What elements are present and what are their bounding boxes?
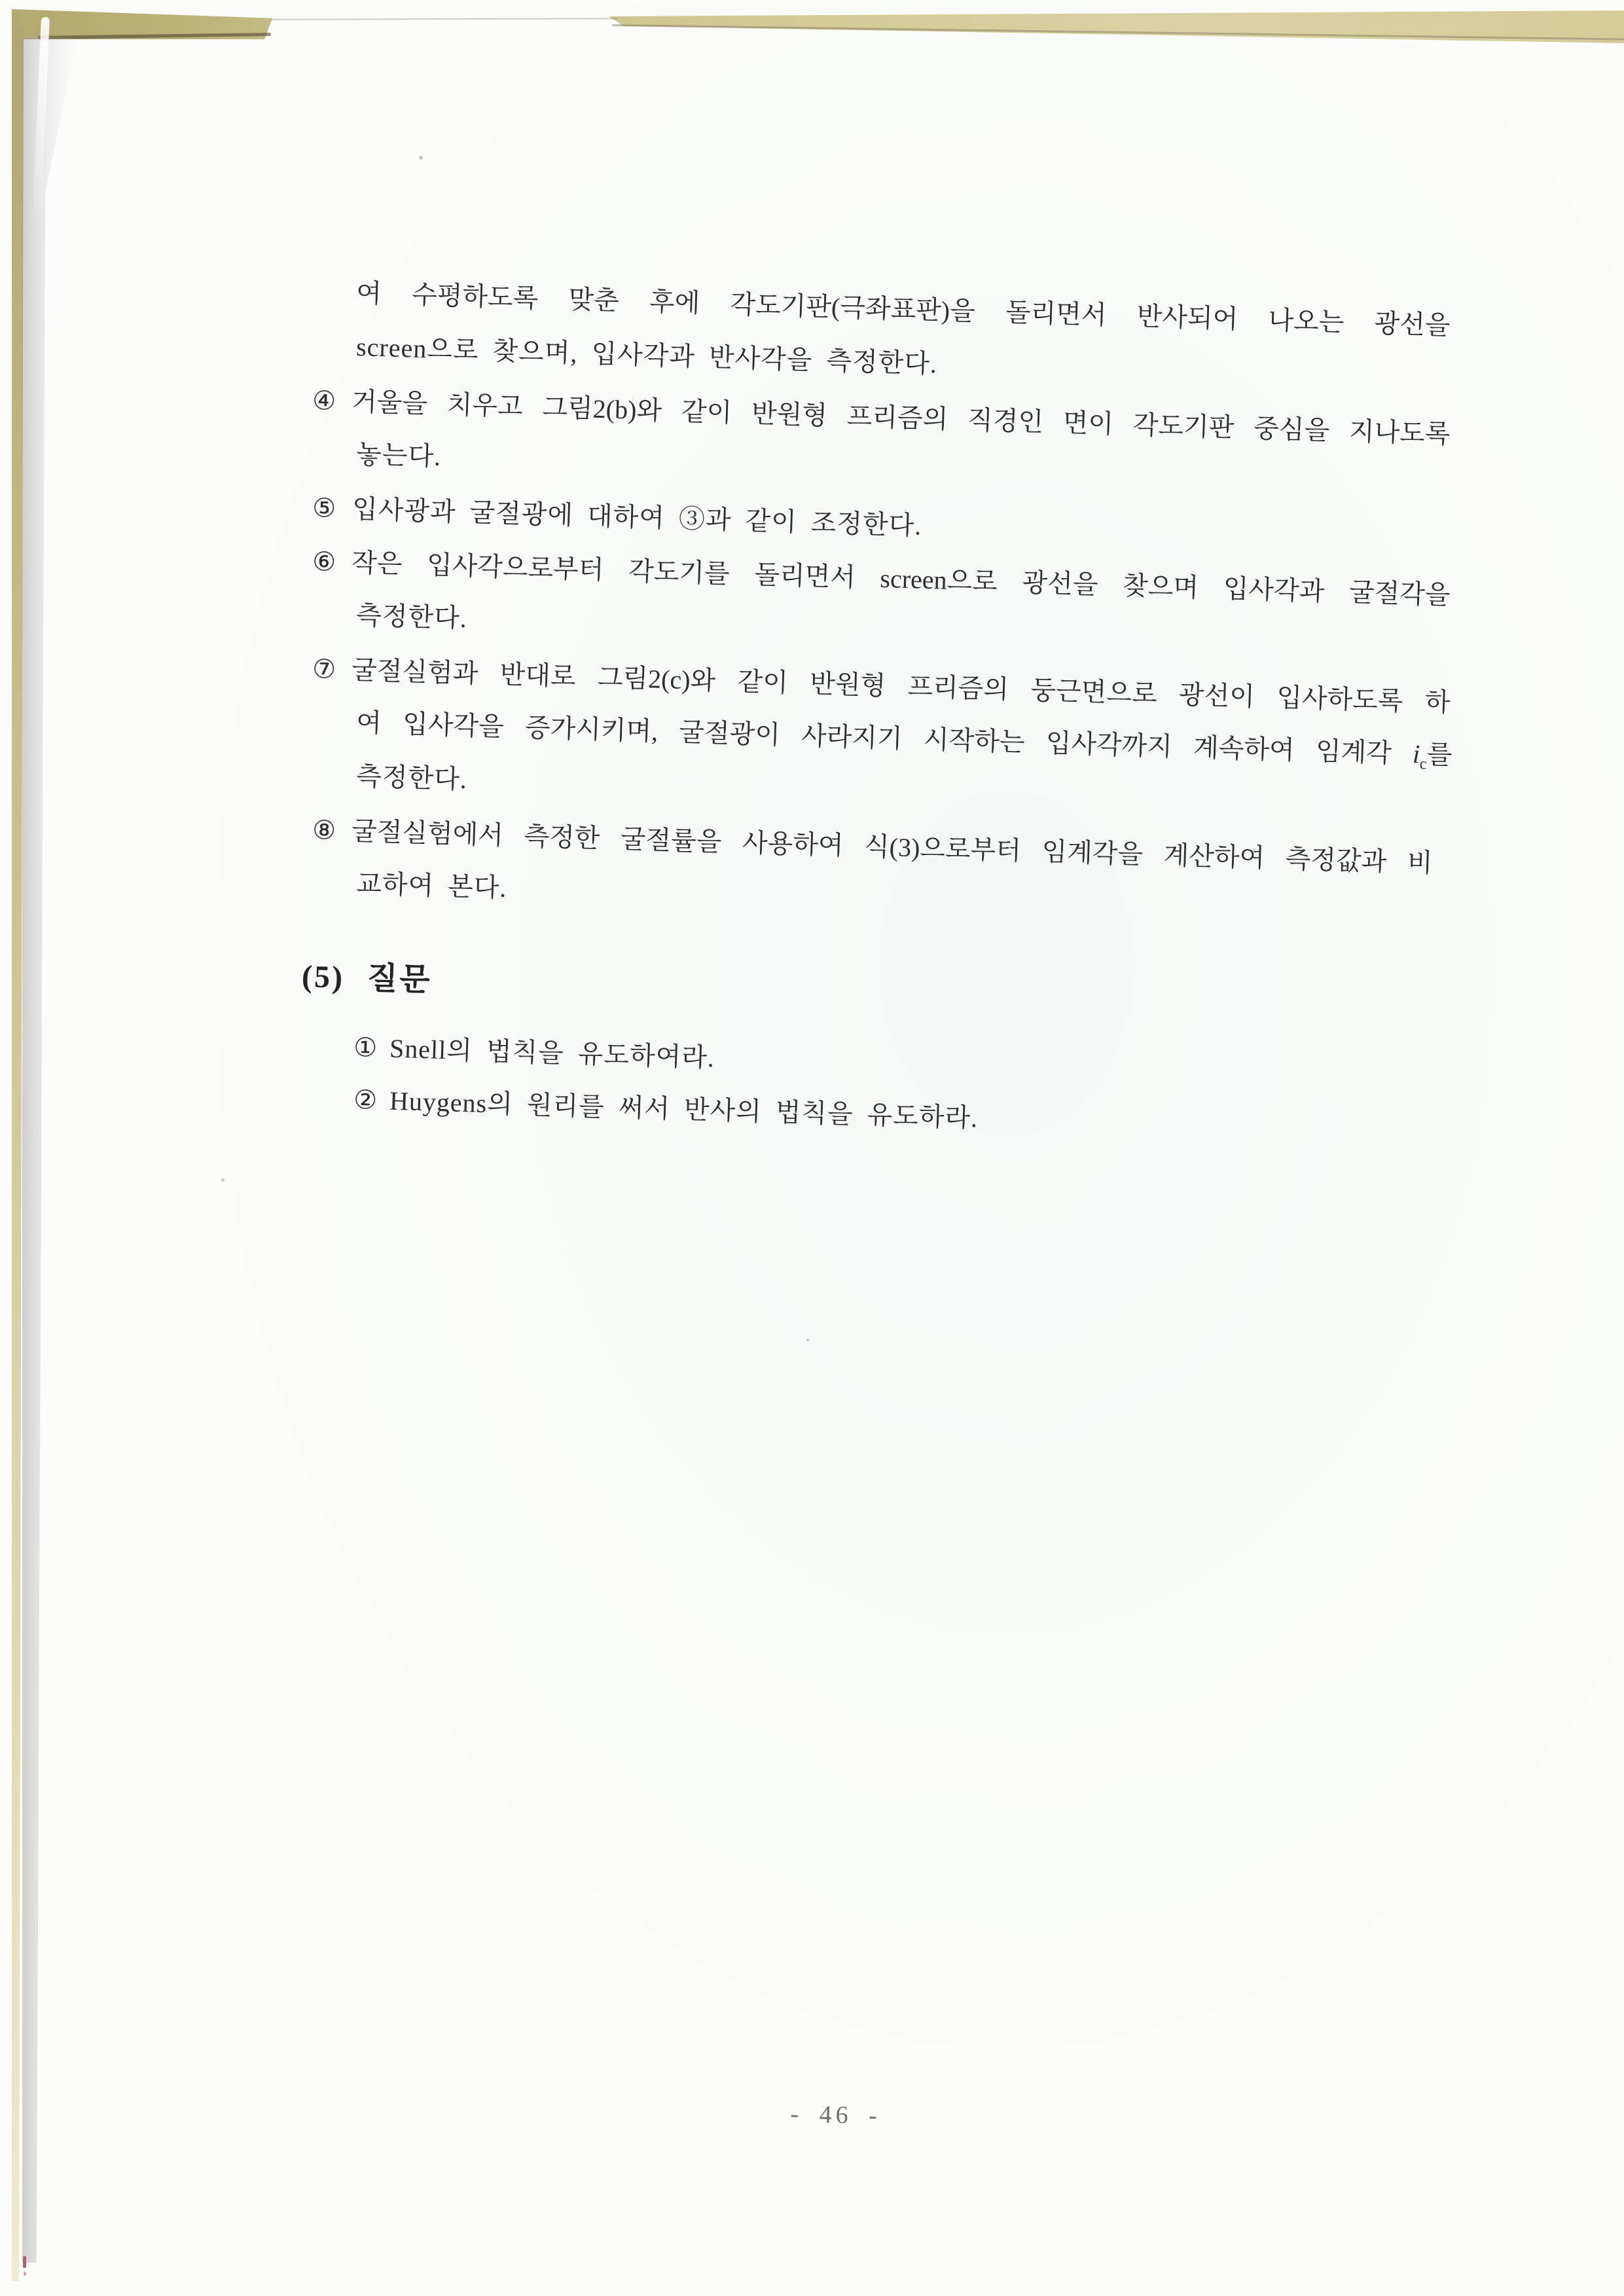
step-item [312,384,1451,451]
question-item [353,1031,715,1074]
step-line: 측정한다. [355,761,468,795]
page-number: - 46 - [790,2100,882,2130]
red-ink-dot [24,2272,26,2276]
scan-speck [419,156,423,160]
page-curl-shadow [22,37,77,2263]
red-ink-mark [23,2256,26,2268]
section-heading: (5) 질문 [301,958,433,998]
paper-top-edge-line [271,18,618,20]
step-text: 굴절실험과 반대로 그림2(c)와 같이 반원형 프리즘의 둥근면으로 광선이 입사하도록 하 [351,655,1451,718]
paragraph-line: screen으로 찾으며, 입사각과 반사각을 측정한다. [355,331,938,379]
question-marker: ① [353,1032,378,1063]
step-item [312,492,922,543]
step-marker: ⑤ [312,492,337,524]
step-item [312,545,1451,612]
book-edge-left-strip [12,29,24,2281]
critical-angle-subscript: c [1419,756,1427,773]
step-line: 교하여 본다. [355,868,508,903]
question-marker: ② [353,1084,378,1116]
step-marker: ⑦ [312,653,336,685]
step-line [355,706,1453,775]
step-text: 작은 입사각으로부터 각도기를 돌리면서 screen으로 광선을 찾으며 입사각과 굴절각을 [351,547,1451,610]
step-item [312,814,1434,880]
question-text: Huygens의 원리를 써서 반사의 법칙을 유도하라. [389,1085,979,1133]
critical-angle-symbol: i [1412,738,1420,769]
step-marker: ④ [312,385,336,416]
step-text: 입사광과 굴절광에 대하여 ③과 같이 조정한다. [352,494,922,541]
step-line: 측정한다. [355,600,468,634]
paragraph-line: 여 수평하도록 맞춘 후에 각도기판(극좌표판)을 돌리면서 반사되어 나오는 광선을 [355,278,1451,340]
scan-speck [806,1339,809,1341]
step-text: 여 입사각을 증가시키며, 굴절광이 사라지기 시작하는 입사각까지 계속하여 임계각 [355,707,1413,769]
step-text: 거울을 치우고 그림2(b)와 같이 반원형 프리즘의 직경인 면이 각도기판 중심을 지나도록 [351,386,1451,449]
step-text: 굴절실험에서 측정한 굴절률을 사용하여 식(3)으로부터 임계각을 계산하여 측정값과 비 [351,816,1434,878]
step-marker: ⑥ [312,546,336,577]
question-item [353,1084,979,1135]
step-line: 놓는다. [355,439,442,471]
step-item [312,653,1451,720]
step-text: 를 [1426,739,1453,770]
scan-speck [221,1178,225,1182]
step-marker: ⑧ [312,814,336,846]
question-text: Snell의 법칙을 유도하여라. [389,1033,715,1073]
